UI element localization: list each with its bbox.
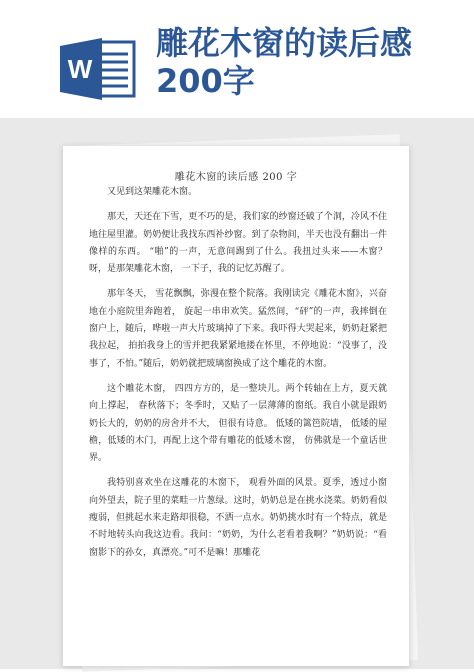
paragraph-5: 我特别喜欢坐在这雕花的木窗下， 观看外面的风景。夏季，透过小窗向外望去，院子里的菜畦一片葱绿。这时，奶奶总是在挑水浇菜。奶奶看似瘦弱，但挑起水来走路却很稳，不洒一点水。奶奶挑水时有一个特点，就是不时地转头向我这边看。我问：“奶奶，为什么老看着我啊？”奶奶说：“看窗影下的孙女，真漂亮。”可不是嘛！那雕花 <box>89 478 387 558</box>
document-title: 雕花木窗的读后感 200 字 <box>174 172 298 183</box>
page-title: 雕花木窗的读后感200字 <box>156 24 413 100</box>
paragraph-3: 那年冬天， 雪花飘飘，弥漫在整个院落。我刚读完《雕花木窗》，兴奋地在小庭院里奔跑着， 旋起一串串欢笑。猛然间，“砰”的一声，我摔倒在窗户上，随后，哗啦一声大片玻璃掉了下来。我吓得大哭起来，奶奶赶紧把我拉起， 拍拍我身上的雪并把我紧紧地搂在怀里，不停地说：“没事了，没事了，不怕。”随后，奶奶就把玻璃窗换成了这个雕花的木窗。 <box>89 289 387 369</box>
word-document-icon <box>60 38 138 100</box>
paragraph-2: 那天，天还在下雪，更不巧的是，我们家的纱窗还破了个洞，冷风不住地往屋里灌。奶奶便让我找东西补纱窗。到了杂物间，半天也没有翻出一件像样的东西。 “啪”的一声，无意间踢到了什么。我扭过头来——木窗？呀，是那架雕花木窗， 一下子，我的记忆苏醒了。 <box>89 212 387 275</box>
paragraph-1: 又见到这架雕花木窗。 <box>107 187 198 197</box>
paragraph-4: 这个雕花木窗， 四四方方的，是一整块儿。两个转轴在上方，夏天就向上撑起， 春秋落下；冬季时，又贴了一层薄薄的窗纸。我自小就是跟奶奶长大的，奶奶的房舍并不大， 但很有诗意。 低矮的篱笆院墙， 低矮的屋檐，低矮的木门，再配上这个带有雕花的低矮木窗， 仿佛就是一个童话世界。 <box>89 383 387 464</box>
svg-text:W: W <box>67 54 93 84</box>
document-page <box>63 146 409 666</box>
header <box>0 0 474 118</box>
document-body <box>89 184 387 562</box>
